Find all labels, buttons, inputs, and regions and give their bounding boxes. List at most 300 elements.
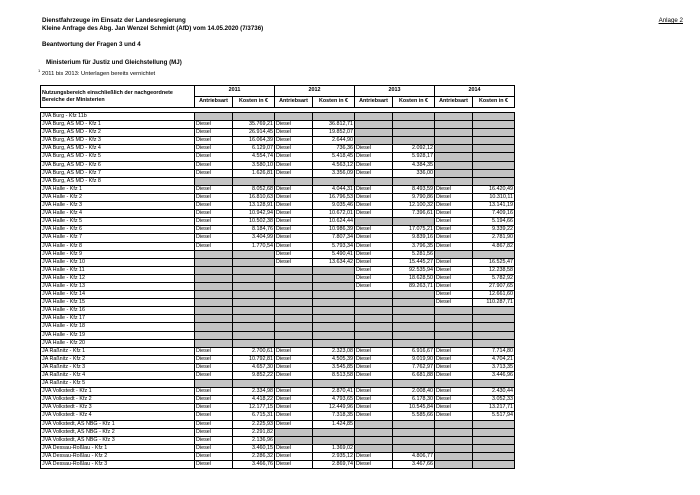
cost-cell	[313, 331, 355, 339]
cost-cell: 6.681,88	[393, 372, 435, 380]
drive-type-cell	[195, 323, 233, 331]
table-row	[41, 113, 515, 121]
drive-type-cell	[275, 428, 313, 436]
table-row	[41, 258, 515, 266]
cost-cell	[393, 315, 435, 323]
cost-cell: 13.634,42	[313, 258, 355, 266]
cost-cell: 4.044,31	[313, 185, 355, 193]
cost-cell	[393, 323, 435, 331]
drive-type-cell: Diesel	[195, 137, 233, 145]
vehicle-label: JVA Burg, AS MD - Kfz 4	[41, 145, 195, 153]
table-row	[41, 436, 515, 444]
subheader-cost: Kosten in €	[473, 97, 515, 108]
cost-cell	[313, 428, 355, 436]
cost-cell	[233, 282, 275, 290]
drive-type-cell: Diesel	[275, 218, 313, 226]
drive-type-cell	[355, 177, 393, 185]
cost-cell	[473, 331, 515, 339]
cost-cell: 3.052,33	[473, 396, 515, 404]
drive-type-cell: Diesel	[275, 452, 313, 460]
drive-type-cell: Diesel	[195, 444, 233, 452]
year-header-2013: 2013	[355, 86, 435, 97]
cost-cell	[313, 315, 355, 323]
vehicle-label: JVA Halle - Kfz 12	[41, 274, 195, 282]
cost-cell	[473, 436, 515, 444]
cost-cell	[313, 339, 355, 347]
drive-type-cell	[195, 339, 233, 347]
cost-cell: 8.184,76	[233, 226, 275, 234]
drive-type-cell: Diesel	[195, 363, 233, 371]
subheader-drive-type: Antriebsart	[275, 97, 313, 108]
cost-cell	[313, 299, 355, 307]
drive-type-cell	[435, 436, 473, 444]
ministry-heading: Ministerium für Justiz und Gleichstellung (MJ)	[46, 59, 182, 66]
drive-type-cell	[275, 323, 313, 331]
drive-type-cell	[435, 461, 473, 469]
cost-cell: 2.870,41	[313, 388, 355, 396]
cost-cell: 12.449,96	[313, 404, 355, 412]
drive-type-cell: Diesel	[435, 185, 473, 193]
cost-cell: 2.092,12	[393, 145, 435, 153]
cost-cell	[473, 177, 515, 185]
cost-cell: 3.356,09	[313, 169, 355, 177]
cost-cell: 7.318,35	[313, 412, 355, 420]
cost-cell: 4.806,77	[393, 452, 435, 460]
cost-cell	[313, 113, 355, 121]
drive-type-cell	[435, 161, 473, 169]
cost-cell	[233, 339, 275, 347]
cost-cell	[473, 169, 515, 177]
vehicle-label: JVA Halle - Kfz 9	[41, 250, 195, 258]
vehicle-label: JVA Halle - Kfz 20	[41, 339, 195, 347]
cost-cell	[473, 315, 515, 323]
cost-cell: 2.008,40	[393, 388, 435, 396]
drive-type-cell	[195, 380, 233, 388]
drive-type-cell	[435, 137, 473, 145]
drive-type-cell	[435, 307, 473, 315]
drive-type-cell	[355, 137, 393, 145]
cost-cell: 9.339,22	[473, 226, 515, 234]
cost-cell: 9.852,22	[233, 372, 275, 380]
cost-cell: 92.535,94	[393, 266, 435, 274]
cost-cell	[393, 436, 435, 444]
drive-type-cell	[435, 380, 473, 388]
cost-cell	[393, 380, 435, 388]
vehicle-label: JVA Dessau-Roßlau - Kfz 1	[41, 444, 195, 452]
cost-cell: 12.238,58	[473, 266, 515, 274]
vehicle-label: JVA Halle - Kfz 7	[41, 234, 195, 242]
vehicle-label: JVA Burg, AS MD - Kfz 1	[41, 121, 195, 129]
table-row	[41, 355, 515, 363]
drive-type-cell: Diesel	[355, 396, 393, 404]
drive-type-cell	[435, 428, 473, 436]
drive-type-cell: Diesel	[195, 185, 233, 193]
cost-cell	[393, 299, 435, 307]
drive-type-cell: Diesel	[195, 226, 233, 234]
vehicle-label: JVA Halle - Kfz 10	[41, 258, 195, 266]
drive-type-cell: Diesel	[195, 347, 233, 355]
cost-cell: 10.502,38	[233, 218, 275, 226]
drive-type-cell: Diesel	[355, 355, 393, 363]
cost-cell: 16.420,49	[473, 185, 515, 193]
vehicle-label: JVA Burg, AS MD - Kfz 5	[41, 153, 195, 161]
footnote-text: 2011 bis 2013: Unterlagen bereits vernichtet	[40, 70, 156, 77]
drive-type-cell: Diesel	[355, 404, 393, 412]
drive-type-cell: Diesel	[435, 193, 473, 201]
cost-cell: 2.700,61	[233, 347, 275, 355]
drive-type-cell: Diesel	[275, 461, 313, 469]
cost-cell: 12.177,15	[233, 404, 275, 412]
footnote	[38, 68, 155, 77]
document-subtitle: Kleine Anfrage des Abg. Jan Wenzel Schmidt (AfD) vom 14.05.2020 (7/3736)	[42, 25, 264, 32]
table-row	[41, 428, 515, 436]
cost-cell: 2.136,96	[233, 436, 275, 444]
drive-type-cell: Diesel	[275, 355, 313, 363]
drive-type-cell	[195, 266, 233, 274]
drive-type-cell	[195, 307, 233, 315]
drive-type-cell	[435, 129, 473, 137]
cost-cell: 15.445,27	[393, 258, 435, 266]
drive-type-cell: Diesel	[275, 226, 313, 234]
drive-type-cell: Diesel	[435, 291, 473, 299]
cost-cell	[473, 461, 515, 469]
drive-type-cell: Diesel	[275, 396, 313, 404]
cost-cell: 5.517,94	[473, 412, 515, 420]
vehicle-label: JVA Halle - Kfz 4	[41, 210, 195, 218]
drive-type-cell: Diesel	[275, 388, 313, 396]
drive-type-cell: Diesel	[355, 282, 393, 290]
cost-cell: 5.928,17	[393, 153, 435, 161]
cost-cell: 3.460,15	[233, 444, 275, 452]
cost-cell: 2.286,32	[233, 452, 275, 460]
drive-type-cell	[195, 250, 233, 258]
cost-cell: 2.781,90	[473, 234, 515, 242]
cost-cell: 4.554,74	[233, 153, 275, 161]
cost-cell: 27.907,65	[473, 282, 515, 290]
drive-type-cell: Diesel	[195, 420, 233, 428]
table-row	[41, 461, 515, 469]
cost-cell: 18.628,50	[393, 274, 435, 282]
drive-type-cell: Diesel	[275, 242, 313, 250]
table-row	[41, 137, 515, 145]
cost-cell	[473, 380, 515, 388]
drive-type-cell: Diesel	[355, 145, 393, 153]
cost-cell	[233, 266, 275, 274]
table-row	[41, 161, 515, 169]
cost-cell: 2.869,74	[313, 461, 355, 469]
drive-type-cell: Diesel	[355, 363, 393, 371]
cost-cell	[313, 291, 355, 299]
cost-cell: 12.100,32	[393, 202, 435, 210]
drive-type-cell	[355, 428, 393, 436]
cost-cell	[313, 323, 355, 331]
table-row	[41, 242, 515, 250]
drive-type-cell: Diesel	[275, 161, 313, 169]
vehicle-label: JA Raßnitz - Kfz 4	[41, 372, 195, 380]
drive-type-cell	[355, 331, 393, 339]
table-row	[41, 226, 515, 234]
table-row	[41, 420, 515, 428]
cost-cell: 7.714,80	[473, 347, 515, 355]
cost-cell: 6.129,07	[233, 145, 275, 153]
drive-type-cell: Diesel	[275, 129, 313, 137]
cost-cell: 12.661,60	[473, 291, 515, 299]
cost-cell	[473, 452, 515, 460]
drive-type-cell: Diesel	[275, 412, 313, 420]
cost-cell: 13.217,71	[473, 404, 515, 412]
attachment-label: Anlage 2	[658, 17, 683, 24]
cost-cell: 4.505,39	[313, 355, 355, 363]
subheader-cost: Kosten in €	[233, 97, 275, 108]
table-row	[41, 347, 515, 355]
vehicle-label: JA Raßnitz - Kfz 5	[41, 380, 195, 388]
cost-cell: 16.810,63	[233, 193, 275, 201]
vehicle-label: JVA Halle - Kfz 3	[41, 202, 195, 210]
cost-cell: 1.369,02	[313, 444, 355, 452]
drive-type-cell	[275, 315, 313, 323]
cost-cell: 1.770,54	[233, 242, 275, 250]
table-row	[41, 396, 515, 404]
cost-cell	[233, 177, 275, 185]
cost-cell	[473, 153, 515, 161]
table-body	[41, 113, 515, 469]
table-row	[41, 323, 515, 331]
drive-type-cell: Diesel	[275, 404, 313, 412]
cost-cell: 10.624,44	[313, 218, 355, 226]
drive-type-cell: Diesel	[195, 404, 233, 412]
cost-cell	[313, 266, 355, 274]
drive-type-cell	[275, 380, 313, 388]
drive-type-cell	[195, 258, 233, 266]
cost-cell	[393, 444, 435, 452]
table-row	[41, 185, 515, 193]
cost-cell	[473, 339, 515, 347]
drive-type-cell: Diesel	[275, 372, 313, 380]
drive-type-cell	[355, 436, 393, 444]
drive-type-cell: Diesel	[435, 258, 473, 266]
vehicle-label: JVA Halle - Kfz 13	[41, 282, 195, 290]
cost-cell	[233, 250, 275, 258]
drive-type-cell	[435, 177, 473, 185]
drive-type-cell: Diesel	[355, 161, 393, 169]
cost-cell: 4.418,22	[233, 396, 275, 404]
drive-type-cell	[195, 291, 233, 299]
drive-type-cell	[275, 331, 313, 339]
cost-cell	[233, 331, 275, 339]
cost-cell: 16.796,53	[313, 193, 355, 201]
cost-cell: 736,36	[313, 145, 355, 153]
cost-cell: 13.141,19	[473, 202, 515, 210]
drive-type-cell: Diesel	[435, 396, 473, 404]
drive-type-cell: Diesel	[195, 396, 233, 404]
cost-cell: 5.793,34	[313, 242, 355, 250]
vehicle-label: JVA Burg - Kfz 11b	[41, 113, 195, 121]
drive-type-cell: Diesel	[195, 193, 233, 201]
cost-cell: 6.715,31	[233, 412, 275, 420]
document-title: Dienstfahrzeuge im Einsatz der Landesregierung	[42, 17, 186, 24]
cost-cell	[393, 121, 435, 129]
cost-cell: 3.466,76	[233, 461, 275, 469]
cost-cell	[393, 113, 435, 121]
table-row	[41, 388, 515, 396]
vehicle-label: JVA Halle - Kfz 6	[41, 226, 195, 234]
drive-type-cell	[275, 299, 313, 307]
cost-cell	[393, 339, 435, 347]
cost-cell	[393, 177, 435, 185]
cost-cell: 2.430,44	[473, 388, 515, 396]
drive-type-cell: Diesel	[195, 129, 233, 137]
drive-type-cell: Diesel	[195, 218, 233, 226]
cost-cell: 6.178,30	[393, 396, 435, 404]
vehicle-label: JVA Halle - Kfz 16	[41, 307, 195, 315]
drive-type-cell: Diesel	[355, 258, 393, 266]
cost-cell: 4.793,65	[313, 396, 355, 404]
drive-type-cell	[355, 129, 393, 137]
table-row	[41, 315, 515, 323]
vehicle-label: JVA Halle - Kfz 15	[41, 299, 195, 307]
table-row	[41, 121, 515, 129]
drive-type-cell: Diesel	[355, 347, 393, 355]
drive-type-cell	[355, 121, 393, 129]
drive-type-cell	[355, 291, 393, 299]
drive-type-cell: Diesel	[195, 452, 233, 460]
vehicle-label: JVA Halle - Kfz 5	[41, 218, 195, 226]
drive-type-cell: Diesel	[195, 145, 233, 153]
drive-type-cell	[355, 299, 393, 307]
cost-cell: 4.563,12	[313, 161, 355, 169]
drive-type-cell: Diesel	[195, 242, 233, 250]
drive-type-cell	[435, 250, 473, 258]
drive-type-cell	[435, 145, 473, 153]
drive-type-cell	[275, 274, 313, 282]
cost-cell	[473, 137, 515, 145]
drive-type-cell: Diesel	[435, 363, 473, 371]
table-row	[41, 129, 515, 137]
drive-type-cell: Diesel	[275, 250, 313, 258]
drive-type-cell: Diesel	[195, 161, 233, 169]
cost-cell	[393, 129, 435, 137]
table-row	[41, 153, 515, 161]
cost-cell	[233, 315, 275, 323]
cost-cell	[473, 145, 515, 153]
cost-cell	[313, 274, 355, 282]
cost-cell	[473, 307, 515, 315]
table-row	[41, 177, 515, 185]
drive-type-cell: Diesel	[355, 185, 393, 193]
drive-type-cell: Diesel	[195, 202, 233, 210]
drive-type-cell: Diesel	[355, 193, 393, 201]
cost-cell: 2.935,12	[313, 452, 355, 460]
cost-cell	[313, 307, 355, 315]
table-row	[41, 380, 515, 388]
drive-type-cell	[355, 323, 393, 331]
cost-cell: 4.704,21	[473, 355, 515, 363]
drive-type-cell: Diesel	[275, 363, 313, 371]
drive-type-cell: Diesel	[195, 234, 233, 242]
drive-type-cell	[195, 113, 233, 121]
vehicle-label: JVA Burg, AS MD - Kfz 3	[41, 137, 195, 145]
cost-cell: 8.493,59	[393, 185, 435, 193]
vehicle-label: JVA Halle - Kfz 11	[41, 266, 195, 274]
drive-type-cell: Diesel	[195, 355, 233, 363]
cost-cell	[473, 428, 515, 436]
drive-type-cell: Diesel	[275, 444, 313, 452]
drive-type-cell: Diesel	[435, 226, 473, 234]
cost-cell	[233, 113, 275, 121]
cost-cell: 89.263,71	[393, 282, 435, 290]
table-row	[41, 307, 515, 315]
cost-cell: 336,00	[393, 169, 435, 177]
vehicle-label: JVA Halle - Kfz 19	[41, 331, 195, 339]
vehicle-label: JVA Volkstedt, AS NBG - Kfz 3	[41, 436, 195, 444]
drive-type-cell	[435, 315, 473, 323]
cost-cell: 4.657,30	[233, 363, 275, 371]
drive-type-cell: Diesel	[435, 404, 473, 412]
cost-cell: 3.446,96	[473, 372, 515, 380]
cost-cell: 7.409,16	[473, 210, 515, 218]
drive-type-cell: Diesel	[275, 202, 313, 210]
drive-type-cell: Diesel	[355, 250, 393, 258]
cost-cell: 16.525,47	[473, 258, 515, 266]
cost-cell: 9.839,16	[393, 234, 435, 242]
table-row	[41, 363, 515, 371]
drive-type-cell	[275, 307, 313, 315]
table-row	[41, 452, 515, 460]
cost-cell	[473, 113, 515, 121]
table-row	[41, 202, 515, 210]
vehicle-label: JVA Volkstedt - Kfz 2	[41, 396, 195, 404]
cost-cell: 10.986,39	[313, 226, 355, 234]
drive-type-cell: Diesel	[195, 153, 233, 161]
cost-cell: 1.424,85	[313, 420, 355, 428]
cost-cell	[473, 250, 515, 258]
cost-cell: 2.291,82	[233, 428, 275, 436]
vehicle-label: JVA Dessau-Roßlau - Kfz 3	[41, 461, 195, 469]
table-row	[41, 412, 515, 420]
drive-type-cell: Diesel	[435, 282, 473, 290]
cost-cell	[233, 307, 275, 315]
drive-type-cell: Diesel	[355, 274, 393, 282]
cost-cell	[313, 282, 355, 290]
drive-type-cell	[275, 339, 313, 347]
cost-cell: 6.916,67	[393, 347, 435, 355]
cost-cell: 4.384,35	[393, 161, 435, 169]
table-row	[41, 372, 515, 380]
drive-type-cell: Diesel	[275, 153, 313, 161]
cost-cell: 10.545,84	[393, 404, 435, 412]
cost-cell	[233, 323, 275, 331]
column-header-area: Nutzungsbereich einschließlich der nachgeordnete Bereiche der Ministerien	[41, 86, 195, 108]
cost-cell: 9.019,90	[393, 355, 435, 363]
drive-type-cell: Diesel	[435, 388, 473, 396]
drive-type-cell	[435, 153, 473, 161]
cost-cell	[393, 420, 435, 428]
table-row	[41, 218, 515, 226]
cost-cell	[233, 380, 275, 388]
drive-type-cell: Diesel	[195, 169, 233, 177]
drive-type-cell	[195, 177, 233, 185]
cost-cell	[233, 274, 275, 282]
drive-type-cell	[435, 323, 473, 331]
drive-type-cell: Diesel	[275, 145, 313, 153]
drive-type-cell	[195, 274, 233, 282]
drive-type-cell: Diesel	[275, 347, 313, 355]
drive-type-cell: Diesel	[195, 412, 233, 420]
cost-cell: 8.052,68	[233, 185, 275, 193]
subheader-drive-type: Antriebsart	[195, 97, 233, 108]
drive-type-cell: Diesel	[195, 388, 233, 396]
drive-type-cell	[275, 266, 313, 274]
